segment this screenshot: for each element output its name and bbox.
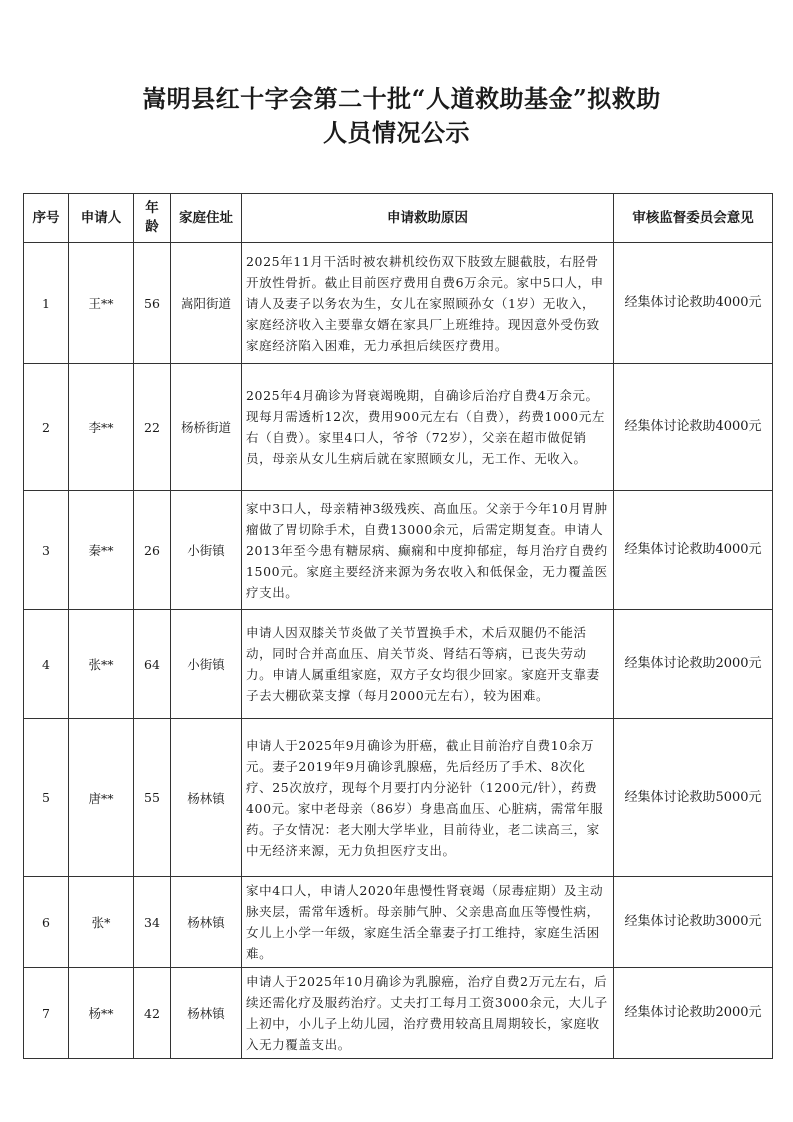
cell-applicant: 张* [69, 877, 134, 968]
cell-applicant: 王** [69, 243, 134, 364]
cell-address: 杨桥街道 [171, 364, 242, 491]
cell-opinion: 经集体讨论救助5000元 [614, 719, 773, 877]
cell-no: 7 [24, 968, 69, 1059]
cell-no: 4 [24, 610, 69, 719]
table-row [24, 364, 773, 491]
cell-age: 56 [134, 243, 171, 364]
cell-age: 26 [134, 491, 171, 610]
cell-reason: 申请人因双膝关节炎做了关节置换手术，术后双腿仍不能活动，同时合并高血压、肩关节炎、肾结石等病，已丧失劳动力。申请人属重组家庭，双方子女均很少回家。家庭开支靠妻子去大棚砍菜支撑（每月2000元左右），较为困难。 [242, 610, 614, 719]
cell-reason: 家中3口人，母亲精神3级残疾、高血压。父亲于今年10月胃肿瘤做了胃切除手术，自费13000余元，后需定期复查。申请人2013年至今患有糖尿病、癫痫和中度抑郁症，每月治疗自费约1500元。家庭主要经济来源为务农收入和低保金，无力覆盖医疗支出。 [242, 491, 614, 610]
header-reason: 申请救助原因 [242, 194, 614, 243]
title-line-2: 人员情况公示 [323, 118, 470, 147]
cell-applicant: 李** [69, 364, 134, 491]
cell-reason: 申请人于2025年10月确诊为乳腺癌，治疗自费2万元左右，后续还需化疗及服药治疗。丈夫打工每月工资3000余元，大儿子上初中，小儿子上幼儿园，治疗费用较高且周期较长，家庭收入无力覆盖支出。 [242, 968, 614, 1059]
table-row [24, 968, 773, 1059]
cell-reason: 2025年4月确诊为肾衰竭晚期，自确诊后治疗自费4万余元。现每月需透析12次，费用900元左右（自费），药费1000元左右（自费）。家里4口人，爷爷（72岁），父亲在超市做促销员，母亲从女儿生病后就在家照顾女儿，无工作、无收入。 [242, 364, 614, 491]
cell-address: 嵩阳街道 [171, 243, 242, 364]
page-title [0, 82, 793, 150]
cell-applicant: 张** [69, 610, 134, 719]
cell-applicant: 唐** [69, 719, 134, 877]
cell-age: 55 [134, 719, 171, 877]
cell-address: 小街镇 [171, 491, 242, 610]
cell-reason: 申请人于2025年9月确诊为肝癌，截止目前治疗自费10余万元。妻子2019年9月确诊乳腺癌，先后经历了手术、8次化疗、25次放疗，现每个月要打内分泌针（1200元/针），药费400元。家中老母亲（86岁）身患高血压、心脏病，需常年服药。子女情况：老大刚大学毕业，目前待业，老二读高三，家中无经济来源，无力负担医疗支出。 [242, 719, 614, 877]
table-header-row [24, 194, 773, 243]
header-opinion: 审核监督委员会意见 [614, 194, 773, 243]
table-row [24, 877, 773, 968]
header-age: 年龄 [134, 194, 171, 243]
cell-address: 杨林镇 [171, 968, 242, 1059]
cell-age: 64 [134, 610, 171, 719]
cell-no: 6 [24, 877, 69, 968]
cell-opinion: 经集体讨论救助2000元 [614, 968, 773, 1059]
cell-age: 34 [134, 877, 171, 968]
header-address: 家庭住址 [171, 194, 242, 243]
header-no: 序号 [24, 194, 69, 243]
cell-no: 5 [24, 719, 69, 877]
title-line-1: 嵩明县红十字会第二十批“人道救助基金”拟救助 [142, 84, 661, 113]
table-row [24, 610, 773, 719]
table-row [24, 491, 773, 610]
cell-age: 42 [134, 968, 171, 1059]
header-applicant: 申请人 [69, 194, 134, 243]
cell-applicant: 秦** [69, 491, 134, 610]
cell-address: 杨林镇 [171, 719, 242, 877]
table-row [24, 243, 773, 364]
cell-reason: 家中4口人，申请人2020年患慢性肾衰竭（尿毒症期）及主动脉夹层，需常年透析。母亲肺气肿、父亲患高血压等慢性病，女儿上小学一年级，家庭生活全靠妻子打工维持，家庭生活困难。 [242, 877, 614, 968]
cell-no: 3 [24, 491, 69, 610]
cell-no: 2 [24, 364, 69, 491]
cell-opinion: 经集体讨论救助3000元 [614, 877, 773, 968]
relief-table [23, 193, 773, 1059]
cell-age: 22 [134, 364, 171, 491]
cell-address: 小街镇 [171, 610, 242, 719]
cell-reason: 2025年11月干活时被农耕机绞伤双下肢致左腿截肢，右胫骨开放性骨折。截止目前医疗费用自费6万余元。家中5口人，申请人及妻子以务农为生，女儿在家照顾孙女（1岁）无收入，家庭经济收入主要靠女婿在家具厂上班维持。现因意外受伤致家庭经济陷入困难，无力承担后续医疗费用。 [242, 243, 614, 364]
cell-opinion: 经集体讨论救助4000元 [614, 243, 773, 364]
cell-opinion: 经集体讨论救助4000元 [614, 364, 773, 491]
cell-applicant: 杨** [69, 968, 134, 1059]
cell-opinion: 经集体讨论救助2000元 [614, 610, 773, 719]
cell-opinion: 经集体讨论救助4000元 [614, 491, 773, 610]
cell-no: 1 [24, 243, 69, 364]
table-row [24, 719, 773, 877]
cell-address: 杨林镇 [171, 877, 242, 968]
